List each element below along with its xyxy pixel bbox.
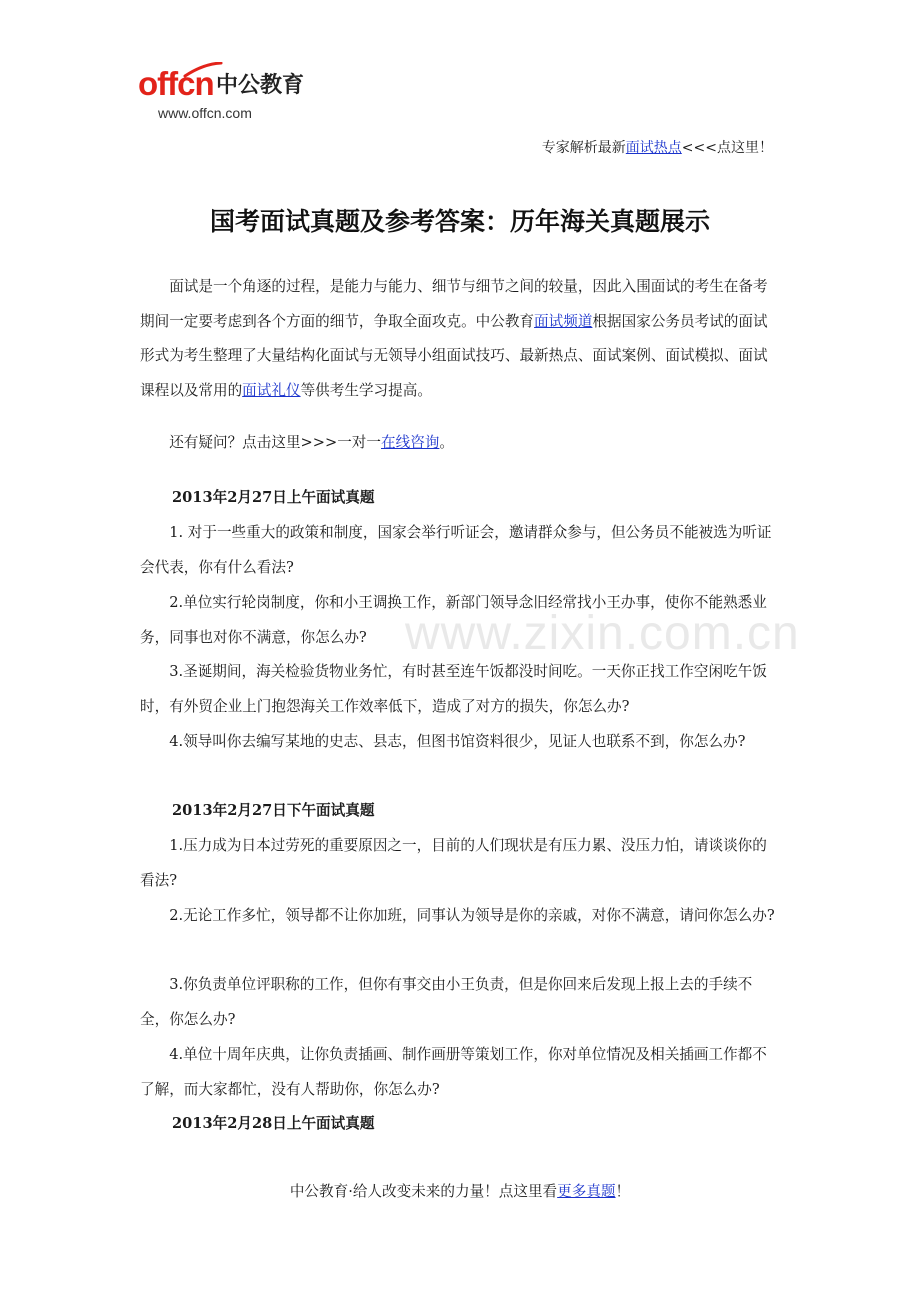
page-title: 国考面试真题及参考答案：历年海关真题展示	[209, 207, 710, 236]
watermark: www.zixin.com.cn	[405, 607, 800, 660]
intro-paragraph	[140, 270, 780, 409]
question-item: 2.单位实行轮岗制度，你和小王调换工作，新部门领导念旧经常找小王办事，使你不能熟悉业务，同事也对你不满意，你怎么办?	[140, 594, 767, 646]
question-item: 1. 对于一些重大的政策和制度，国家会举行听证会，邀请群众参与，但公务员不能被选为听证会代表，你有什么看法?	[140, 524, 772, 576]
header-promo	[542, 138, 773, 158]
section-heading: 2013年2月27日上午面试真题	[172, 489, 375, 506]
section-heading: 2013年2月27日下午面试真题	[172, 802, 375, 819]
header-promo-prefix: 专家解析最新	[541, 140, 626, 156]
interview-hotspot-link[interactable]: 面试热点	[625, 140, 682, 156]
intro-text-1: 面试是一个角逐的过程，是能力与能力、细节与细节之间的较量，因此入围面试的考生在备考期间一定要考虑到各个方面的细节，争取全面攻克。中公教育	[140, 278, 768, 330]
question-item: 4.单位十周年庆典，让你负责插画、制作画册等策划工作，你对单位情况及相关插画工作都不了解，而大家都忙，没有人帮助你，你怎么办?	[140, 1046, 767, 1098]
question-item: 3.你负责单位评职称的工作，但你有事交由小王负责，但是你回来后发现上报上去的手续不全，你怎么办?	[140, 976, 753, 1028]
consult-suffix: 。	[439, 434, 454, 451]
interview-channel-link[interactable]: 面试频道	[534, 312, 593, 330]
consult-prefix: 还有疑问？点击这里>>>一对一	[169, 434, 381, 451]
intro-text-2: 根据国家公务员考试的面试形式为考生整理了大量结构化面试与无领导小组面试技巧、最新热点、面试案例、面试模拟、面试课程以及常用的	[140, 312, 768, 400]
section-heading: 2013年2月28日上午面试真题	[172, 1115, 375, 1132]
footer-promo	[0, 1182, 920, 1202]
offcn-logo[interactable]	[138, 62, 328, 126]
question-item: 1.压力成为日本过劳死的重要原因之一，目前的人们现状是有压力累、没压力怕，请谈谈你的看法?	[140, 837, 767, 889]
question-item: 3.圣诞期间，海关检验货物业务忙，有时甚至连午饭都没时间吃。一天你正找工作空闲吃午饭时，有外贸企业上门抱怨海关工作效率低下，造成了对方的损失，你怎么办?	[140, 663, 767, 715]
intro-text-3: 等供考生学习提高。	[300, 382, 432, 400]
online-consult-link[interactable]: 在线咨询	[381, 434, 440, 451]
footer-prefix: 中公教育·给人改变未来的力量！点这里看	[289, 1183, 558, 1200]
question-item: 2.无论工作多忙，领导都不让你加班，同事认为领导是你的亲戚，对你不满意，请问你怎么办?	[169, 907, 775, 924]
logo-url: www.offcn.com	[158, 105, 252, 121]
logo-brand: offcn	[138, 65, 214, 102]
question-item: 4.领导叫你去编写某地的史志、县志，但图书馆资料很少，见证人也联系不到，你怎么办?	[169, 733, 746, 750]
consult-line	[140, 426, 780, 461]
logo-name-cn: 中公教育	[216, 73, 305, 98]
more-questions-link[interactable]: 更多真题	[557, 1183, 616, 1200]
header-promo-suffix: <<<点这里！	[681, 140, 773, 156]
footer-suffix: ！	[615, 1183, 631, 1200]
interview-etiquette-link[interactable]: 面试礼仪	[242, 382, 301, 400]
